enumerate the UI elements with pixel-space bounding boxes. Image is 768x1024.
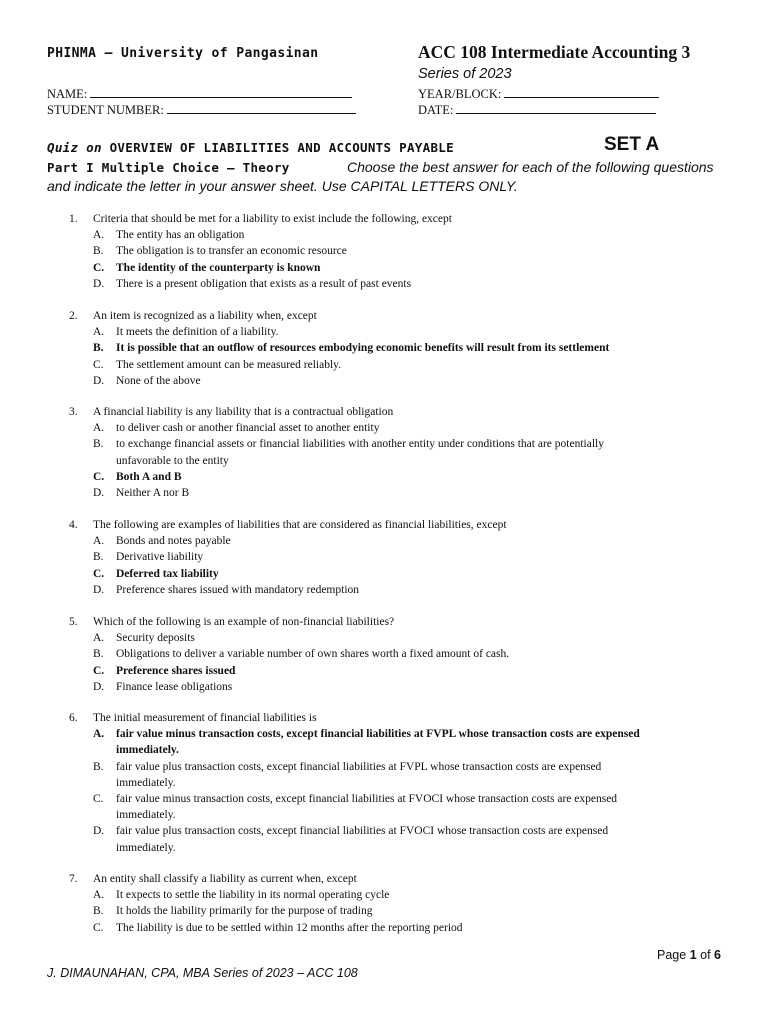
date-field bbox=[418, 102, 656, 118]
date-blank bbox=[456, 102, 656, 114]
option-text-line: fair value minus transaction costs, except financial liabilities at FVOCI whose transaction costs are expensed bbox=[116, 793, 618, 805]
option-text bbox=[116, 324, 716, 340]
option-letter: B. bbox=[93, 760, 104, 773]
option-letter: C. bbox=[93, 793, 104, 805]
page-current: 1 bbox=[689, 948, 697, 962]
student-number-label: STUDENT NUMBER: bbox=[47, 103, 164, 117]
option-text bbox=[116, 679, 716, 695]
option-text-line: to exchange financial assets or financial liabilities with another entity under conditions that are potentially bbox=[116, 438, 604, 451]
date-label: DATE: bbox=[418, 103, 454, 117]
option-text-line: The identity of the counterparty is known bbox=[116, 261, 321, 274]
option-text-line: Both A and B bbox=[116, 470, 182, 483]
year-block-label: YEAR/BLOCK: bbox=[418, 87, 502, 101]
option-text-line: Obligations to deliver a variable number of own shares worth a fixed amount of cash. bbox=[116, 648, 510, 661]
option-letter: A. bbox=[93, 632, 105, 645]
option-text-line: fair value plus transaction costs, except financial liabilities at FVOCI whose transaction costs are expensed bbox=[116, 825, 609, 838]
option-letter: A. bbox=[93, 728, 105, 741]
option-letter: C. bbox=[93, 358, 104, 371]
option-text-line: immediately. bbox=[116, 776, 176, 789]
year-block-field bbox=[418, 86, 659, 102]
option-text bbox=[116, 887, 716, 903]
option-letter: A. bbox=[93, 326, 105, 339]
option-text bbox=[116, 227, 716, 243]
question-number: 2. bbox=[69, 310, 78, 322]
option-text bbox=[116, 485, 716, 501]
quiz-prefix: Quiz on bbox=[47, 140, 102, 155]
student-number-blank bbox=[167, 102, 356, 114]
option-text bbox=[116, 630, 716, 646]
question-number: 6. bbox=[69, 712, 78, 724]
name-field bbox=[47, 86, 352, 102]
option-letter: C. bbox=[93, 261, 105, 274]
option-text bbox=[116, 903, 716, 919]
page-of: of bbox=[700, 948, 711, 962]
quiz-topic: OVERVIEW OF LIABILITIES AND ACCOUNTS PAYABLE bbox=[109, 140, 454, 155]
set-label: SET A bbox=[604, 134, 660, 155]
option-text bbox=[116, 823, 716, 855]
question-stem: An item is recognized as a liability when, except bbox=[93, 310, 317, 322]
student-number-field bbox=[47, 102, 356, 118]
option-letter: D. bbox=[93, 680, 105, 693]
option-text-line: Deferred tax liability bbox=[116, 567, 219, 580]
option-text-line: It meets the definition of a liability. bbox=[116, 326, 279, 339]
part-title: Part I Multiple Choice – Theory bbox=[47, 160, 290, 175]
question-stem: The initial measurement of financial liabilities is bbox=[93, 712, 317, 724]
instructions-line-1: Choose the best answer for each of the following questions bbox=[347, 159, 714, 175]
option-text bbox=[116, 373, 716, 389]
school-name: PHINMA – University of Pangasinan bbox=[47, 46, 319, 61]
question-stem: An entity shall classify a liability as current when, except bbox=[93, 873, 357, 885]
option-text-line: The obligation is to transfer an economic resource bbox=[116, 245, 347, 258]
option-text-line: to deliver cash or another financial asset to another entity bbox=[116, 422, 380, 435]
page-label: Page bbox=[657, 948, 687, 962]
option-text-line: immediately. bbox=[116, 809, 176, 822]
course-title: ACC 108 Intermediate Accounting 3 bbox=[418, 42, 691, 62]
option-text-line: It is possible that an outflow of resources embodying economic benefits will result from its settlement bbox=[116, 342, 610, 355]
option-text-line: fair value minus transaction costs, except financial liabilities at FVPL whose transaction costs are expensed bbox=[116, 728, 640, 741]
option-text bbox=[116, 533, 716, 549]
option-text bbox=[116, 920, 716, 936]
option-text-line: Preference shares issued bbox=[116, 664, 236, 677]
option-letter: D. bbox=[93, 583, 105, 596]
option-text bbox=[116, 260, 716, 276]
option-letter: D. bbox=[93, 487, 105, 499]
option-text bbox=[116, 340, 716, 356]
option-letter: A. bbox=[93, 889, 105, 902]
option-text-line: Bonds and notes payable bbox=[116, 535, 231, 548]
option-letter: C. bbox=[93, 567, 105, 580]
option-letter: B. bbox=[93, 551, 104, 564]
page-number bbox=[657, 948, 721, 962]
option-text bbox=[116, 276, 716, 292]
option-text-line: unfavorable to the entity bbox=[116, 454, 229, 467]
option-text bbox=[116, 646, 716, 662]
name-blank bbox=[90, 86, 352, 98]
footer-note: J. DIMAUNAHAN, CPA, MBA Series of 2023 – ACC 108 bbox=[47, 966, 358, 980]
option-text-line: None of the above bbox=[116, 374, 201, 387]
option-letter: B. bbox=[93, 905, 104, 918]
option-text bbox=[116, 549, 716, 565]
question-number: 1. bbox=[69, 213, 78, 225]
option-letter: D. bbox=[93, 374, 105, 387]
option-letter: A. bbox=[93, 422, 105, 435]
option-text-line: immediately. bbox=[116, 744, 179, 757]
question-stem: A financial liability is any liability that is a contractual obligation bbox=[93, 406, 394, 418]
option-letter: A. bbox=[93, 535, 105, 548]
page-total: 6 bbox=[714, 948, 721, 962]
question-stem: The following are examples of liabilities that are considered as financial liabilities, except bbox=[93, 519, 507, 531]
option-letter: D. bbox=[93, 825, 105, 838]
series-label: Series of 2023 bbox=[418, 66, 512, 82]
option-text bbox=[116, 420, 716, 436]
question-stem: Criteria that should be met for a liability to exist include the following, except bbox=[93, 213, 452, 225]
question-number: 5. bbox=[69, 616, 78, 628]
option-text bbox=[116, 663, 716, 679]
option-letter: C. bbox=[93, 921, 104, 934]
question-number: 3. bbox=[69, 406, 78, 418]
option-text bbox=[116, 243, 716, 259]
question-stem: Which of the following is an example of non-financial liabilities? bbox=[93, 616, 395, 628]
question-number: 4. bbox=[69, 519, 78, 531]
option-text bbox=[116, 469, 716, 485]
option-letter: D. bbox=[93, 277, 105, 290]
option-text bbox=[116, 791, 716, 823]
option-text-line: Security deposits bbox=[116, 632, 195, 645]
question-number: 7. bbox=[69, 873, 78, 885]
option-text-line: The entity has an obligation bbox=[116, 229, 245, 242]
option-text-line: fair value plus transaction costs, except financial liabilities at FVPL whose transaction costs are expensed bbox=[116, 760, 602, 773]
option-letter: B. bbox=[93, 648, 104, 661]
option-text-line: It expects to settle the liability in its normal operating cycle bbox=[116, 889, 390, 902]
option-letter: B. bbox=[93, 438, 104, 451]
instructions-line-2: and indicate the letter in your answer sheet. Use CAPITAL LETTERS ONLY. bbox=[47, 178, 518, 194]
option-letter: A. bbox=[93, 229, 105, 242]
option-text bbox=[116, 566, 716, 582]
option-text-line: immediately. bbox=[116, 841, 176, 854]
option-letter: B. bbox=[93, 245, 104, 258]
option-text-line: There is a present obligation that exists as a result of past events bbox=[116, 277, 412, 290]
option-text bbox=[116, 357, 716, 373]
option-text bbox=[116, 436, 716, 468]
year-block-blank bbox=[504, 86, 659, 98]
name-label: NAME: bbox=[47, 87, 88, 101]
quiz-title bbox=[47, 140, 454, 155]
option-letter: C. bbox=[93, 470, 105, 483]
option-text bbox=[116, 582, 716, 598]
option-text-line: It holds the liability primarily for the purpose of trading bbox=[116, 905, 373, 918]
option-text-line: Finance lease obligations bbox=[116, 680, 233, 693]
option-text-line: Neither A nor B bbox=[116, 487, 190, 499]
option-letter: C. bbox=[93, 664, 105, 677]
option-text bbox=[116, 759, 716, 791]
option-text bbox=[116, 726, 716, 758]
option-text-line: The liability is due to be settled within 12 months after the reporting period bbox=[116, 921, 463, 934]
option-text-line: The settlement amount can be measured reliably. bbox=[116, 358, 342, 371]
option-text-line: Preference shares issued with mandatory redemption bbox=[116, 583, 360, 596]
option-letter: B. bbox=[93, 342, 104, 355]
option-text-line: Derivative liability bbox=[116, 551, 204, 564]
